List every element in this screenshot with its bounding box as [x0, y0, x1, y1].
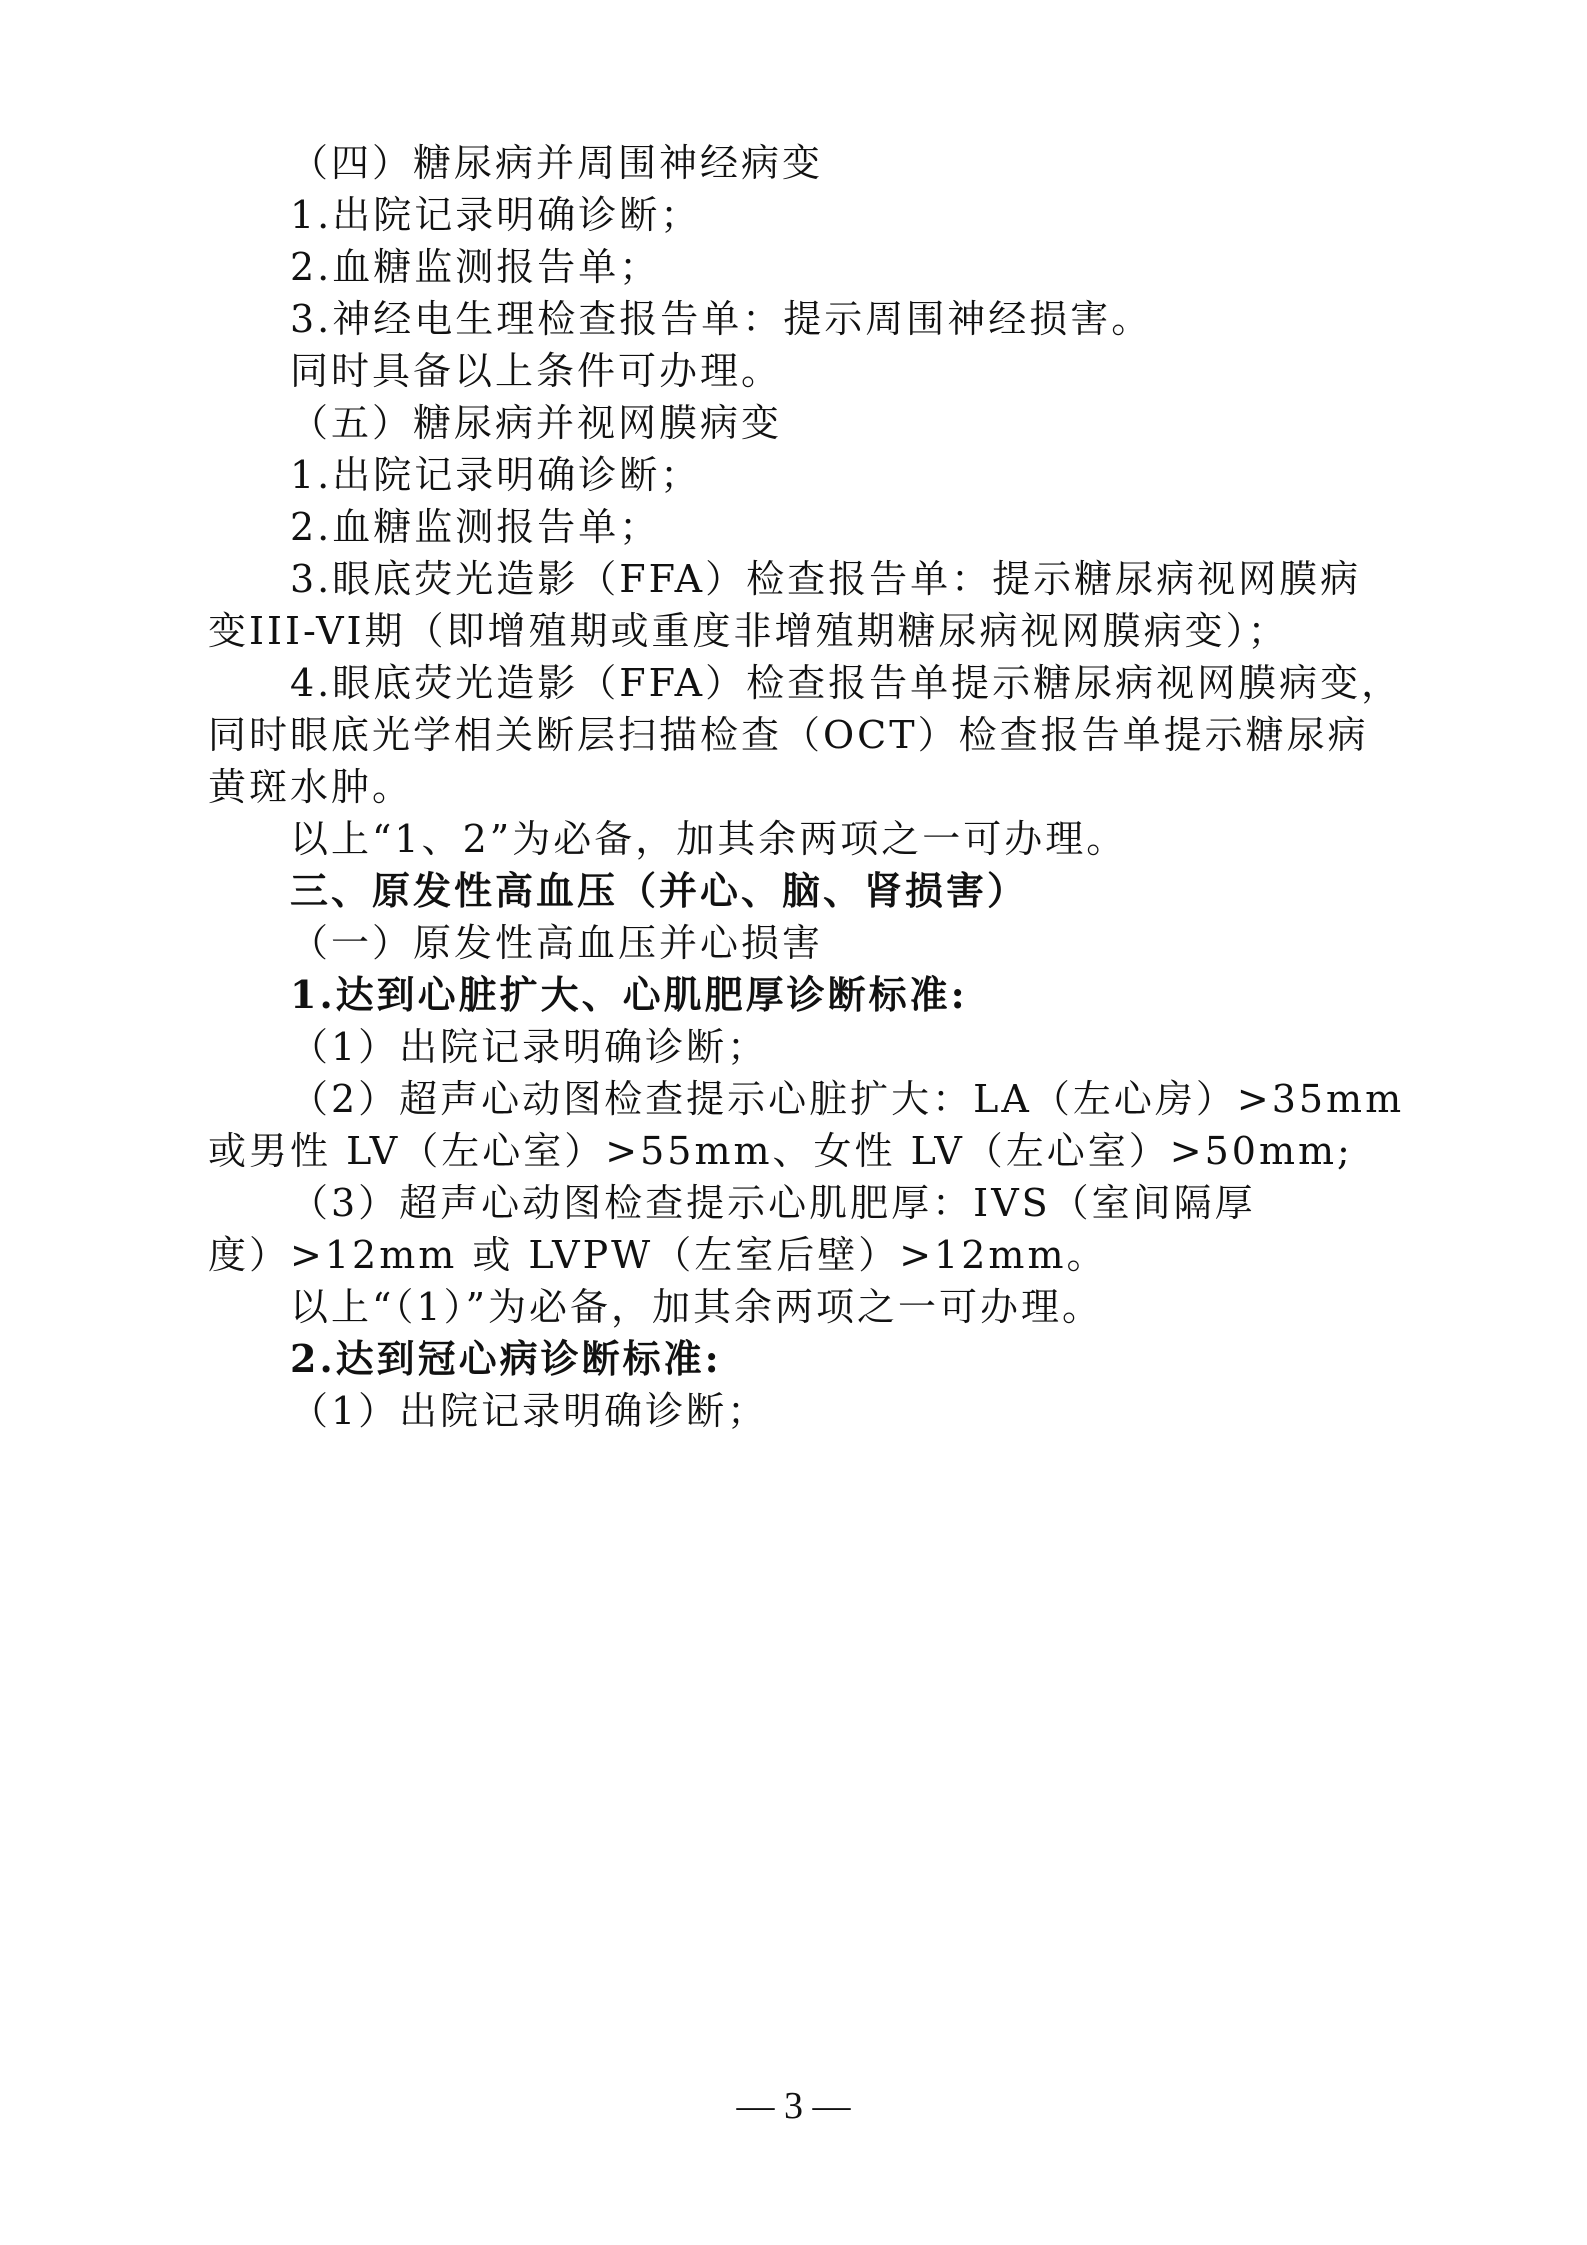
subsection-heading: 2.达到冠心病诊断标准:	[290, 1336, 722, 1381]
paragraph-line: 同时具备以上条件可办理。	[290, 349, 783, 393]
page-number: — 3 —	[736, 2085, 851, 2127]
paragraph-line: （1）出院记录明确诊断；	[290, 1389, 769, 1433]
paragraph-line: 变III-VI期（即增殖期或重度非增殖期糖尿病视网膜病变）；	[208, 609, 1289, 653]
paragraph-line: （2）超声心动图检查提示心脏扩大：LA（左心房）>35mm	[290, 1077, 1405, 1121]
paragraph-line: 3.神经电生理检查报告单：提示周围神经损害。	[290, 297, 1153, 341]
paragraph-line: 以上“（1）”为必备，加其余两项之一可办理。	[290, 1285, 1104, 1329]
paragraph-line: 4.眼底荧光造影（FFA）检查报告单提示糖尿病视网膜病变，	[290, 661, 1403, 705]
subsection-heading: 1.达到心脏扩大、心肌肥厚诊断标准:	[290, 972, 968, 1017]
paragraph-line: 1.出院记录明确诊断；	[290, 193, 702, 237]
paragraph-line: 黄斑水肿。	[208, 765, 414, 809]
chapter-heading: 三、原发性高血压（并心、脑、肾损害）	[290, 868, 1029, 913]
paragraph-line: 2.血糖监测报告单；	[290, 505, 661, 549]
paragraph-line: 同时眼底光学相关断层扫描检查（OCT）检查报告单提示糖尿病	[208, 713, 1369, 757]
paragraph-line: 或男性 LV（左心室）>55mm、女性 LV（左心室）>50mm;	[208, 1129, 1353, 1173]
section-heading-1: （一）原发性高血压并心损害	[290, 921, 824, 965]
section-heading-4: （四）糖尿病并周围神经病变	[290, 141, 824, 185]
paragraph-line: （1）出院记录明确诊断；	[290, 1025, 769, 1069]
paragraph-line: 3.眼底荧光造影（FFA）检查报告单：提示糖尿病视网膜病	[290, 557, 1362, 601]
paragraph-line: （3）超声心动图检查提示心肌肥厚：IVS（室间隔厚	[290, 1181, 1256, 1225]
paragraph-line: 以上“1、2”为必备，加其余两项之一可办理。	[290, 817, 1128, 861]
section-heading-5: （五）糖尿病并视网膜病变	[290, 401, 783, 445]
paragraph-line: 2.血糖监测报告单；	[290, 245, 661, 289]
paragraph-line: 1.出院记录明确诊断；	[290, 453, 702, 497]
paragraph-line: 度）>12mm 或 LVPW（左室后壁）>12mm。	[208, 1233, 1108, 1277]
